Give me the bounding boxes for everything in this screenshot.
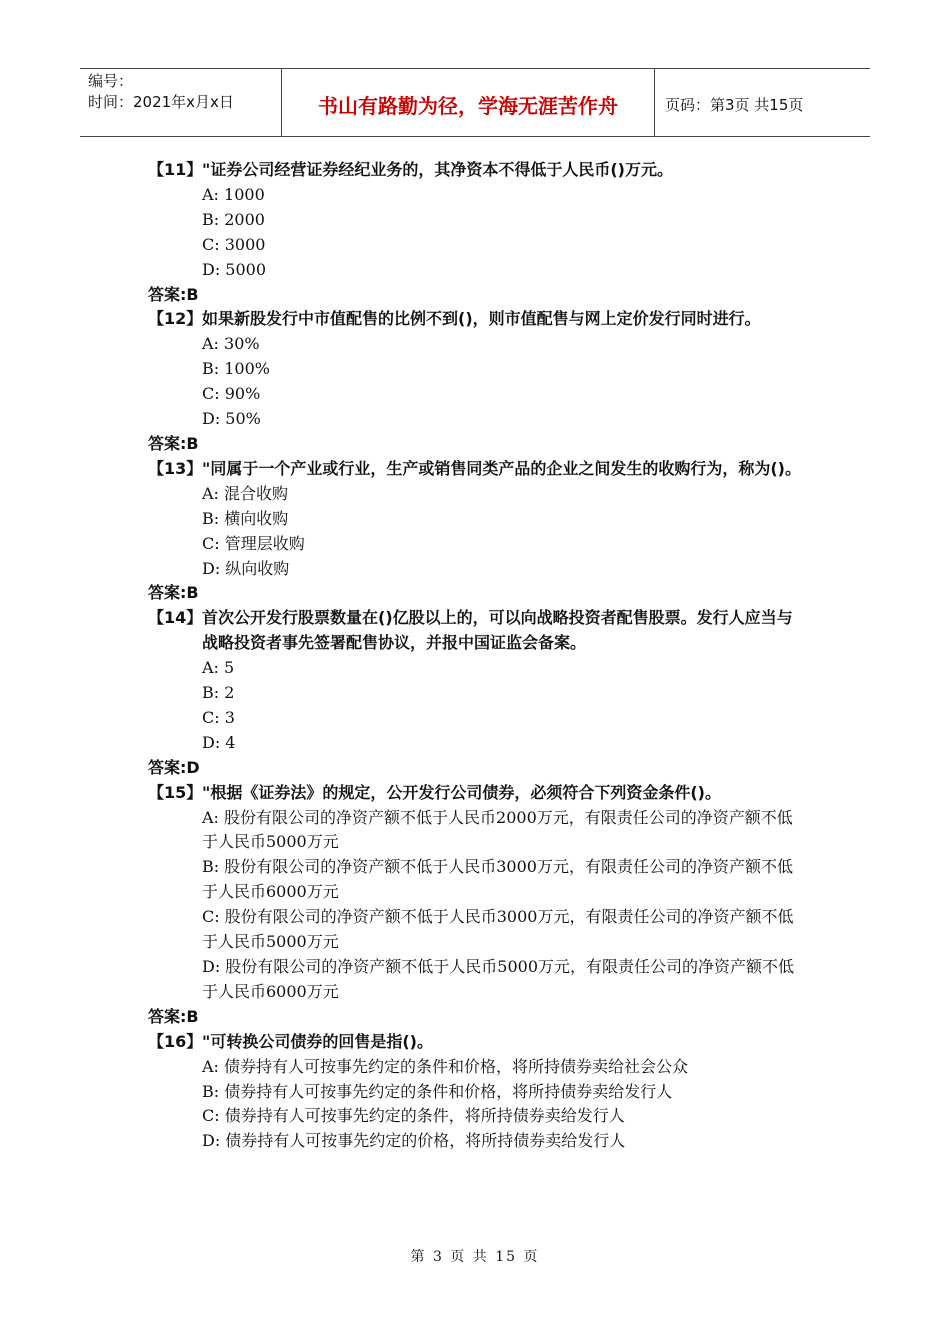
option-b: B: 2000 xyxy=(202,209,265,229)
option-b: B: 横向收购 xyxy=(202,508,289,528)
option-b: B: 2 xyxy=(202,683,235,703)
question-text: 首次公开发行股票数量在()亿股以上的，可以向战略投资者配售股票。发行人应当与战略投资者事先签署配售协议，并报中国证监会备案。 xyxy=(202,608,793,653)
answer-line: 答案:B xyxy=(148,583,199,603)
option-a: A: 债券持有人可按事先约定的条件和价格，将所持债券卖给社会公众 xyxy=(202,1056,689,1076)
option-d: D: 50% xyxy=(202,409,261,429)
header-motto: 书山有路勤为径，学海无涯苦作舟 xyxy=(282,69,655,136)
question-block xyxy=(148,1030,808,1155)
answer-line: 答案:D xyxy=(148,757,200,777)
question-text: "可转换公司债券的回售是指()。 xyxy=(202,1031,433,1051)
option-c: C: 3000 xyxy=(202,234,266,254)
option-d: D: 债券持有人可按事先约定的价格，将所持债券卖给发行人 xyxy=(202,1131,626,1151)
option-a: A: 5 xyxy=(202,658,235,678)
page-footer: 第 3 页 共 15 页 xyxy=(410,1249,540,1265)
option-c: C: 管理层收购 xyxy=(202,533,305,553)
option-c: C: 90% xyxy=(202,384,261,404)
option-d: D: 4 xyxy=(202,732,236,752)
question-number: 【13】 xyxy=(148,458,203,478)
question-number: 【11】 xyxy=(148,160,203,179)
question-list xyxy=(148,158,808,1154)
option-c: C: 3 xyxy=(202,707,235,727)
header-page-info: 页码：第3页 共15页 xyxy=(665,96,804,114)
option-c: C: 股份有限公司的净资产额不低于人民币3000万元，有限责任公司的净资产额不低于人民币5000万元 xyxy=(202,907,794,952)
doc-number-label: 编号： xyxy=(88,72,134,90)
option-b: B: 债券持有人可按事先约定的条件和价格，将所持债券卖给发行人 xyxy=(202,1081,673,1101)
option-b: B: 100% xyxy=(202,359,270,379)
question-block xyxy=(148,307,808,456)
option-d: D: 5000 xyxy=(202,259,267,279)
option-a: A: 30% xyxy=(202,334,260,354)
question-number: 【16】 xyxy=(148,1031,203,1051)
question-number: 【12】 xyxy=(148,309,203,329)
question-text: "同属于一个产业或行业，生产或销售同类产品的企业之间发生的收购行为，称为()。 xyxy=(202,458,801,478)
answer-line: 答案:B xyxy=(148,284,199,304)
header-info-cell xyxy=(80,69,282,136)
option-a: A: 混合收购 xyxy=(202,483,289,503)
answer-line: 答案:B xyxy=(148,433,199,453)
question-block xyxy=(148,781,808,1030)
doc-time-label: 时间：2021年x月x日 xyxy=(88,93,234,111)
question-block xyxy=(148,606,808,780)
question-number: 【15】 xyxy=(148,782,203,802)
option-c: C: 债券持有人可按事先约定的条件，将所持债券卖给发行人 xyxy=(202,1106,625,1126)
question-text: "根据《证券法》的规定，公开发行公司债券，必须符合下列资金条件()。 xyxy=(202,782,721,802)
question-text: 如果新股发行中市值配售的比例不到()，则市值配售与网上定价发行同时进行。 xyxy=(202,309,761,329)
page-header xyxy=(80,68,870,137)
option-b: B: 股份有限公司的净资产额不低于人民币3000万元，有限责任公司的净资产额不低于人民币6000万元 xyxy=(202,857,793,902)
option-d: D: 股份有限公司的净资产额不低于人民币5000万元，有限责任公司的净资产额不低于人民币6000万元 xyxy=(202,957,795,1001)
question-block xyxy=(148,457,808,606)
option-a: A: 1000 xyxy=(202,184,265,204)
question-block xyxy=(148,158,808,307)
question-text: "证券公司经营证券经纪业务的，其净资本不得低于人民币()万元。 xyxy=(202,160,673,179)
option-d: D: 纵向收购 xyxy=(202,558,290,578)
answer-line: 答案:B xyxy=(148,1006,199,1026)
question-number: 【14】 xyxy=(148,608,203,628)
option-a: A: 股份有限公司的净资产额不低于人民币2000万元，有限责任公司的净资产额不低于人民币5000万元 xyxy=(202,807,793,852)
